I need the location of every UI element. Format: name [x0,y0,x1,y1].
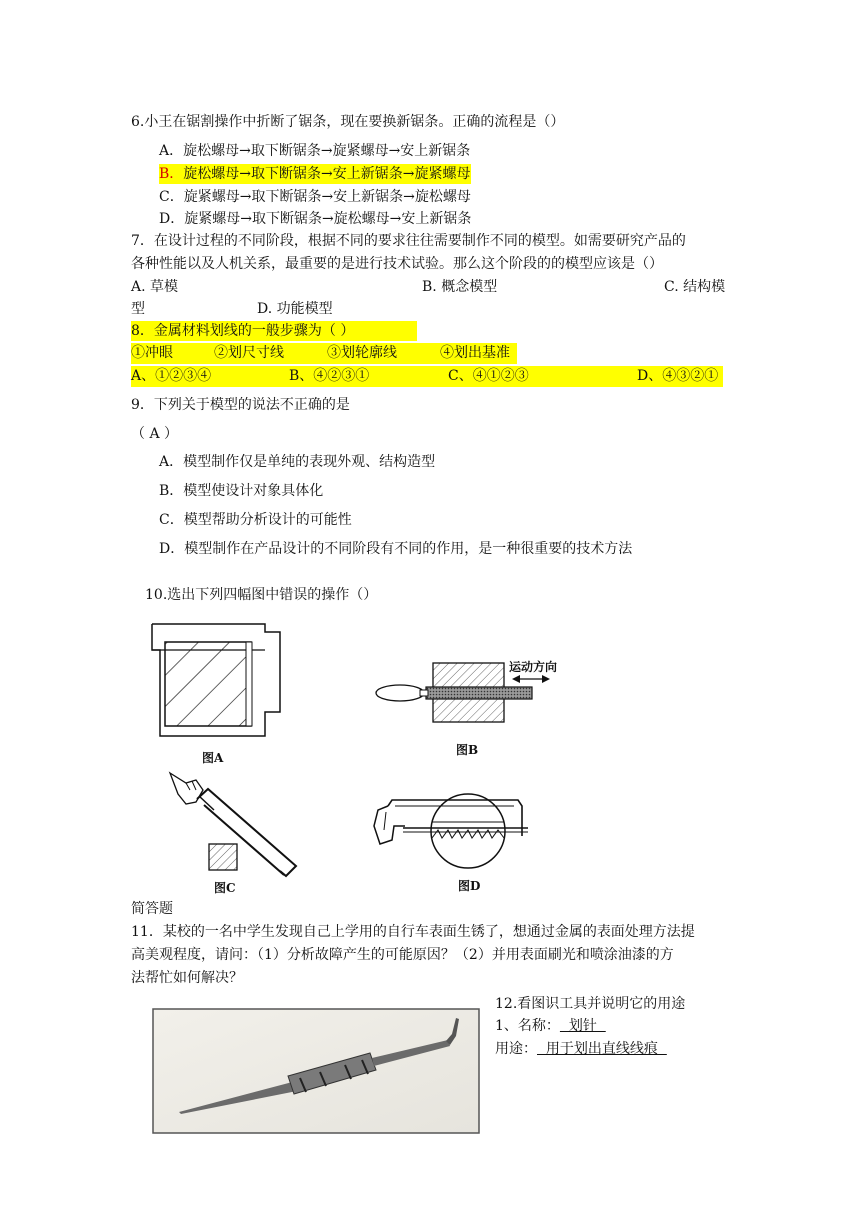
q7-option-c-cont: 型 [131,301,145,317]
q11-line3: 法帮忙如何解决？ [131,970,243,986]
q8-stem: 8．金属材料划线的一般步骤为（ ） [131,321,417,341]
q6-option-a: A．旋松螺母→取下断锯条→旋紧螺母→安上新锯条 [159,143,471,159]
q12-stem: 12.看图识工具并说明它的用途 [495,996,686,1012]
q6-option-b-letter: B． [159,166,184,182]
section-title: 简答题 [131,901,173,917]
q9-option-a: A．模型制作仅是单纯的表现外观、结构造型 [159,454,436,470]
q8-step-3: ③划轮廓线 [327,345,397,361]
figure-b-caption: 图B [456,743,479,757]
q8-step-4: ④划出基准 [440,345,510,361]
q6-stem: 6.小王在锯割操作中折断了锯条，现在要换新锯条。正确的流程是（） [131,114,565,130]
q8-option-b: B、④②③① [289,368,370,384]
q8-step-2: ②划尺寸线 [214,345,284,361]
q6-option-b-text: 旋松螺母→取下断锯条→安上新锯条→旋紧螺母 [183,166,471,182]
q10-stem: 10.选出下列四幅图中错误的操作（） [145,587,378,603]
q7-option-a: A. 草模 [131,279,179,295]
q8-option-d: D、④③②① [637,368,719,384]
q7-option-d: D. 功能模型 [257,301,333,317]
q12-name-value: 划针 [559,1018,606,1034]
q6-option-c: C．旋紧螺母→取下断锯条→安上新锯条→旋松螺母 [159,189,471,205]
q7-option-b: B. 概念模型 [422,279,498,295]
q6-option-d: D．旋紧螺母→取下断锯条→旋松螺母→安上新锯条 [159,211,472,227]
q8-option-a: A、①②③④ [131,368,212,384]
q7-stem-line2: 各种性能以及人机关系，最重要的是进行技术试验。那么这个阶段的的模型应该是（） [131,256,663,272]
q12-use-value: 用于划出直线线痕 [537,1041,667,1057]
q9-answer: （ A ） [131,426,179,442]
q8-option-c: C、④①②③ [448,368,529,384]
q9-option-b: B．模型使设计对象具体化 [159,483,324,499]
q12-use-label: 用途： [495,1041,537,1057]
q9-stem: 9．下列关于模型的说法不正确的是 [131,397,350,413]
figure-d-caption: 图D [458,879,481,893]
q7-stem-line1: 7．在设计过程的不同阶段，根据不同的要求往往需要制作不同的模型。如需要研究产品的 [131,233,686,249]
figure-a-caption: 图A [202,751,224,765]
q11-line2: 高美观程度，请问：（1）分析故障产生的可能原因？（2）并用表面刷光和喷涂油漆的方 [131,947,674,963]
q9-option-c: C．模型帮助分析设计的可能性 [159,512,352,528]
figure-c-caption: 图C [214,881,236,895]
q7-option-c: C. 结构模 [664,279,726,295]
q9-option-d: D．模型制作在产品设计的不同阶段有不同的作用，是一种很重要的技术方法 [159,541,633,557]
q11-line1: 11．某校的一名中学生发现自己上学用的自行车表面生锈了，想通过金属的表面处理方法提 [131,924,695,940]
q8-step-1: ①冲眼 [131,345,173,361]
q12-name-label: 1、名称： [495,1018,560,1034]
figure-b-motion-label: 运动方向 [509,660,558,674]
